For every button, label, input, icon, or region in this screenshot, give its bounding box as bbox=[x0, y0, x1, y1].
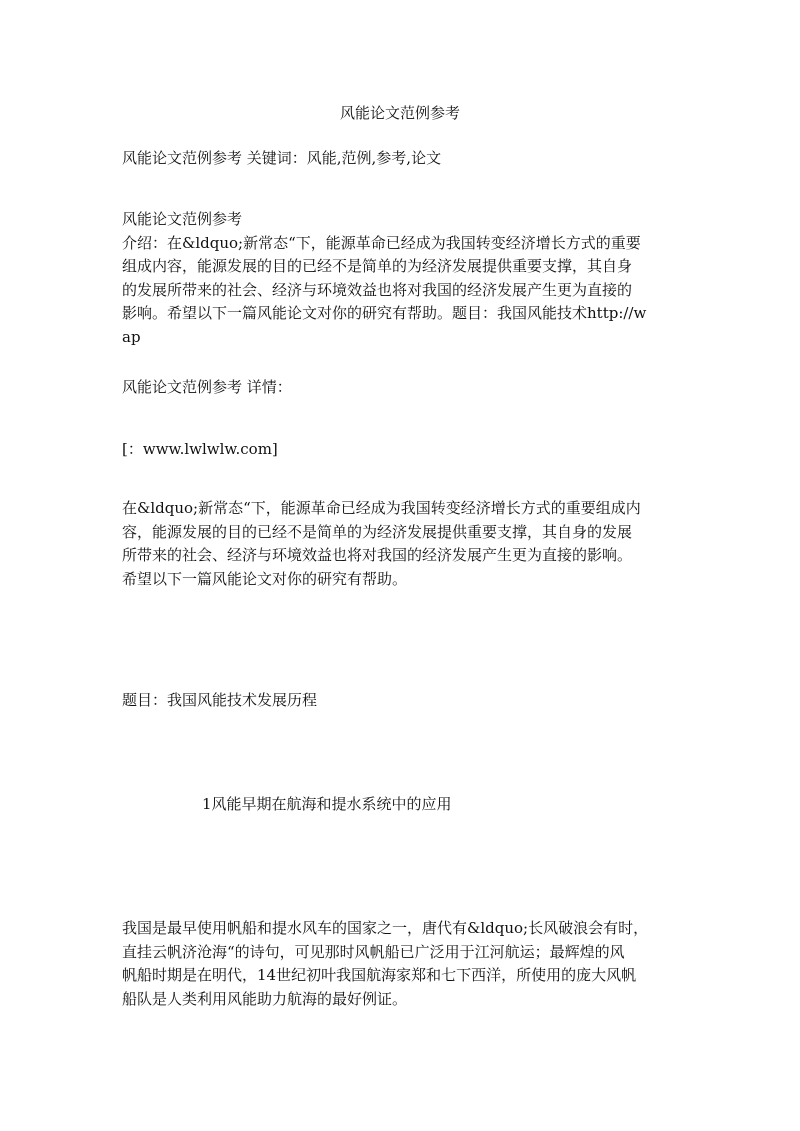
summary-block bbox=[122, 208, 678, 349]
details-label: 风能论文范例参考 详情： bbox=[122, 378, 292, 396]
source-line: [：www.lwlwlw.com] bbox=[122, 440, 278, 458]
summary-line: 组成内容，能源发展的目的已经不是简单的为经济发展提供重要支撑，其自身 bbox=[122, 257, 633, 275]
paragraph-line: 所带来的社会、经济与环境效益也将对我国的经济发展产生更为直接的影响。 bbox=[122, 546, 633, 564]
document-title: 风能论文范例参考 bbox=[339, 104, 460, 122]
paragraph-line: 直挂云帆济沧海“的诗句，可见那时风帆船已广泛用于江河航运；最辉煌的风 bbox=[122, 942, 625, 961]
summary-line: 的发展所带来的社会、经济与环境效益也将对我国的经济发展产生更为直接的 bbox=[122, 280, 633, 299]
section-heading: 1风能早期在航海和提水系统中的应用 bbox=[202, 795, 452, 813]
paragraph-line: 希望以下一篇风能论文对你的研究有帮助。 bbox=[122, 569, 408, 588]
intro-paragraph bbox=[122, 497, 678, 591]
paragraph-line: 船队是人类利用风能助力航海的最好例证。 bbox=[122, 989, 408, 1008]
summary-line: 介绍：在&ldquo;新常态“下，能源革命已经成为我国转变经济增长方式的重要 bbox=[122, 233, 641, 252]
keywords-line: 风能论文范例参考 关键词：风能,范例,参考,论文 bbox=[122, 149, 442, 167]
paragraph-line: 帆船时期是在明代，14世纪初叶我国航海家郑和七下西洋，所使用的庞大风帆 bbox=[122, 966, 637, 984]
paragraph-line: 容，能源发展的目的已经不是简单的为经济发展提供重要支撑，其自身的发展 bbox=[122, 522, 633, 541]
summary-line: ap bbox=[122, 327, 141, 346]
history-paragraph bbox=[122, 917, 678, 1011]
summary-line: 影响。希望以下一篇风能论文对你的研究有帮助。题目：我国风能技术http://w bbox=[122, 304, 647, 322]
summary-heading: 风能论文范例参考 bbox=[122, 210, 243, 228]
paragraph-line: 在&ldquo;新常态“下，能源革命已经成为我国转变经济增长方式的重要组成内 bbox=[122, 499, 641, 517]
topic-line: 题目：我国风能技术发展历程 bbox=[122, 691, 318, 709]
paragraph-line: 我国是最早使用帆船和提水风车的国家之一，唐代有&ldquo;长风破浪会有时， bbox=[122, 919, 649, 937]
